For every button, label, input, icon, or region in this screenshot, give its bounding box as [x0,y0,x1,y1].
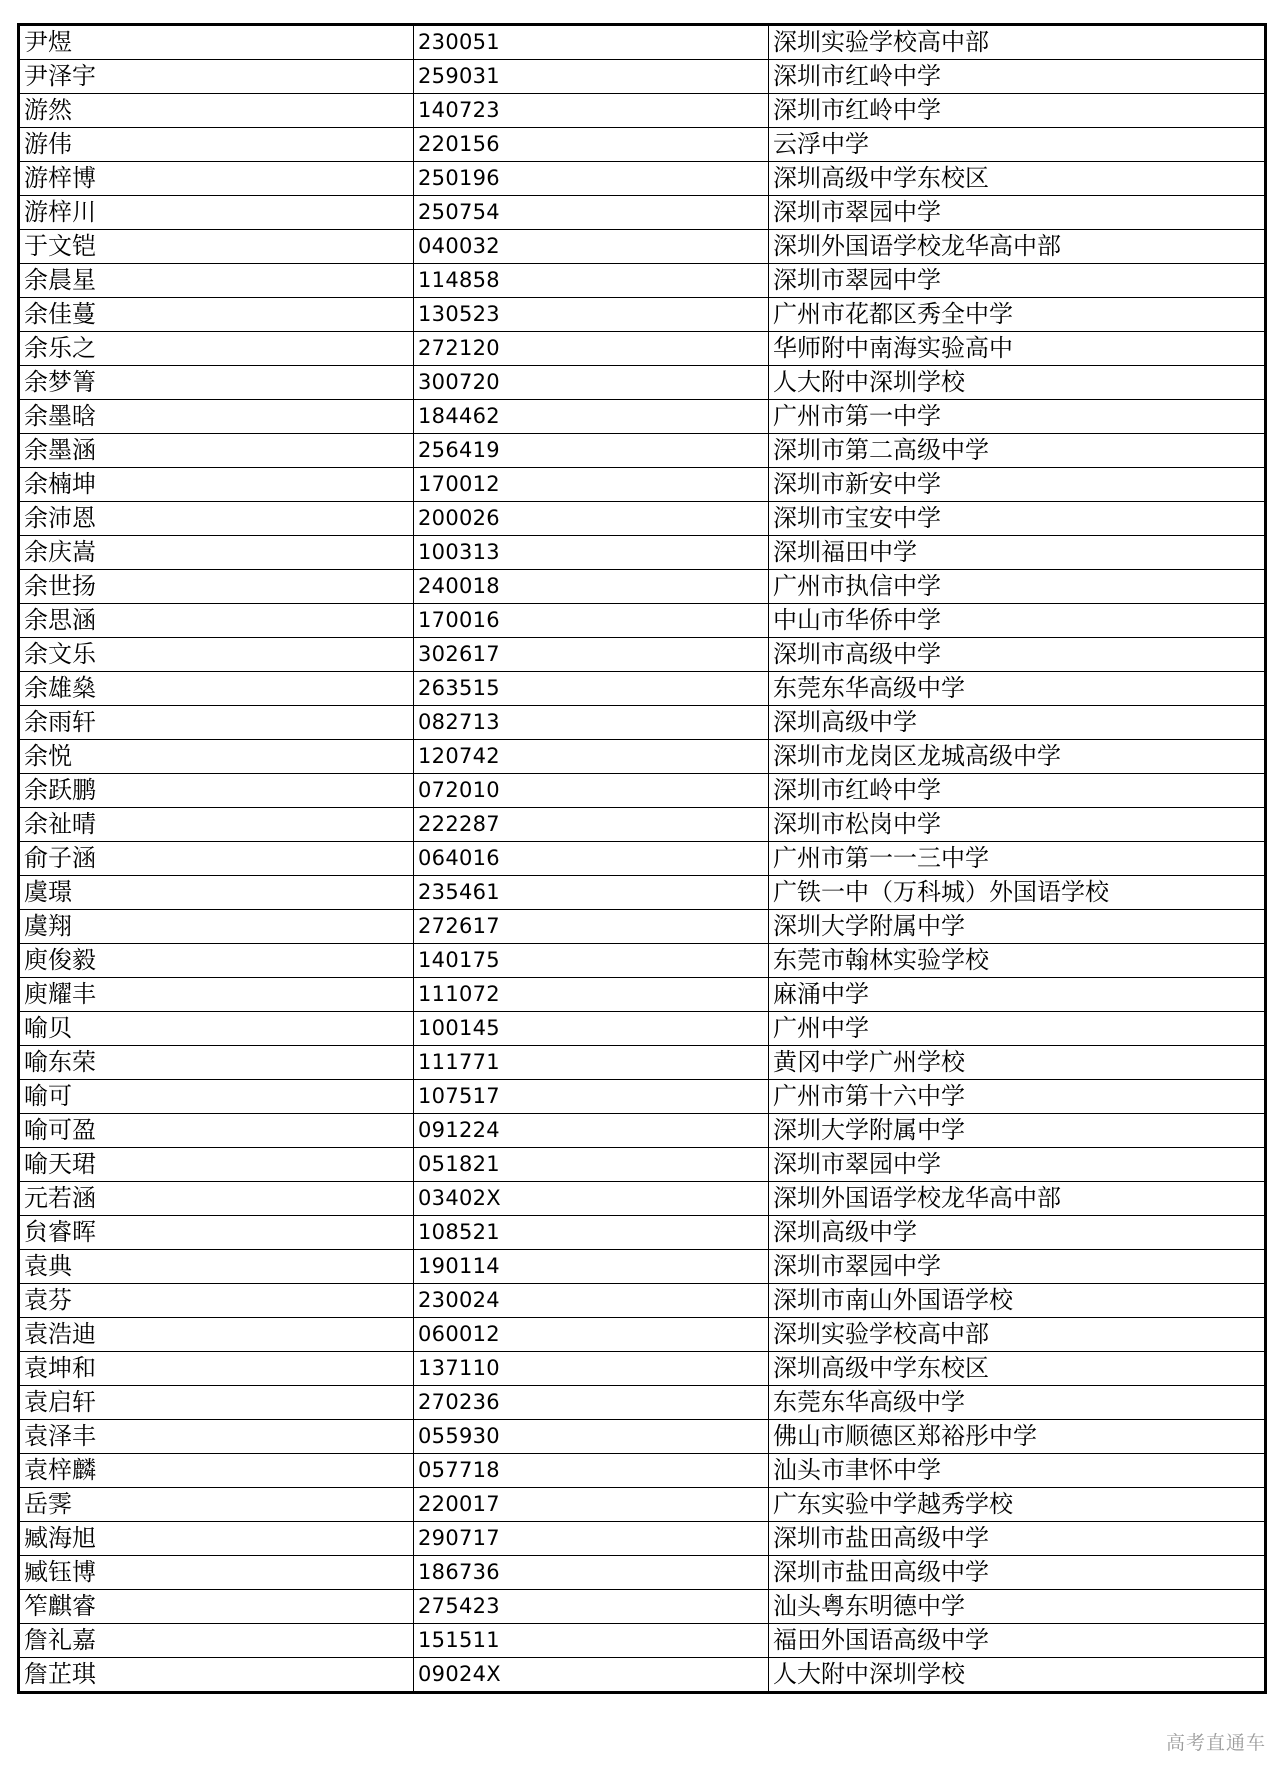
student-name-cell: 余梦箐 [19,366,414,400]
student-id-cell: 272120 [414,332,769,366]
school-name-cell: 广东实验中学越秀学校 [769,1488,1266,1522]
student-id-cell: 230024 [414,1284,769,1318]
school-name-cell: 深圳高级中学东校区 [769,1352,1266,1386]
watermark-text: 高考直通车 [1165,1732,1266,1754]
school-name-cell: 深圳市盐田高级中学 [769,1556,1266,1590]
table-row [19,502,1266,536]
school-name-cell: 黄冈中学广州学校 [769,1046,1266,1080]
student-name-cell: 余悦 [19,740,414,774]
student-name-cell: 余雨轩 [19,706,414,740]
table-row [19,1216,1266,1250]
student-id-cell: 09024X [414,1658,769,1693]
table-row [19,1386,1266,1420]
table-row [19,468,1266,502]
student-name-cell: 喻天珺 [19,1148,414,1182]
table-row [19,1046,1266,1080]
student-id-cell: 040032 [414,230,769,264]
student-id-cell: 184462 [414,400,769,434]
table-row [19,1182,1266,1216]
student-id-cell: 107517 [414,1080,769,1114]
school-name-cell: 麻涌中学 [769,978,1266,1012]
school-name-cell: 深圳市红岭中学 [769,60,1266,94]
table-row [19,230,1266,264]
student-name-cell: 尹泽宇 [19,60,414,94]
student-id-cell: 057718 [414,1454,769,1488]
student-id-cell: 060012 [414,1318,769,1352]
table-row [19,264,1266,298]
student-id-cell: 220156 [414,128,769,162]
school-name-cell: 深圳市红岭中学 [769,774,1266,808]
student-id-cell: 250196 [414,162,769,196]
table-row [19,570,1266,604]
table-row [19,774,1266,808]
student-id-cell: 072010 [414,774,769,808]
student-id-cell: 137110 [414,1352,769,1386]
student-id-cell: 091224 [414,1114,769,1148]
student-id-cell: 222287 [414,808,769,842]
student-id-cell: 250754 [414,196,769,230]
table-row [19,638,1266,672]
student-name-cell: 袁芬 [19,1284,414,1318]
student-id-cell: 114858 [414,264,769,298]
school-name-cell: 汕头市聿怀中学 [769,1454,1266,1488]
table-row [19,1488,1266,1522]
student-name-cell: 袁梓麟 [19,1454,414,1488]
school-name-cell: 深圳市新安中学 [769,468,1266,502]
student-id-cell: 235461 [414,876,769,910]
student-id-cell: 263515 [414,672,769,706]
table-row [19,366,1266,400]
student-id-cell: 055930 [414,1420,769,1454]
student-list-body [19,25,1266,1693]
student-name-cell: 庾俊毅 [19,944,414,978]
student-name-cell: 余佳蔓 [19,298,414,332]
school-name-cell: 深圳大学附属中学 [769,1114,1266,1148]
student-id-cell: 302617 [414,638,769,672]
student-id-cell: 100145 [414,1012,769,1046]
student-id-cell: 170012 [414,468,769,502]
table-row [19,196,1266,230]
student-name-cell: 虞翔 [19,910,414,944]
student-name-cell: 俞子涵 [19,842,414,876]
school-name-cell: 广铁一中（万科城）外国语学校 [769,876,1266,910]
student-name-cell: 余沛恩 [19,502,414,536]
student-id-cell: 064016 [414,842,769,876]
student-name-cell: 余乐之 [19,332,414,366]
school-name-cell: 东莞东华高级中学 [769,672,1266,706]
school-name-cell: 云浮中学 [769,128,1266,162]
student-name-cell: 尹煜 [19,25,414,60]
table-row [19,1284,1266,1318]
table-row [19,1420,1266,1454]
student-list-table [17,23,1267,1694]
table-row [19,876,1266,910]
school-name-cell: 深圳市翠园中学 [769,196,1266,230]
school-name-cell: 中山市华侨中学 [769,604,1266,638]
student-name-cell: 臧海旭 [19,1522,414,1556]
student-name-cell: 元若涵 [19,1182,414,1216]
student-id-cell: 100313 [414,536,769,570]
student-id-cell: 275423 [414,1590,769,1624]
student-id-cell: 290717 [414,1522,769,1556]
student-name-cell: 余墨涵 [19,434,414,468]
school-name-cell: 广州市第一中学 [769,400,1266,434]
student-name-cell: 笮麒睿 [19,1590,414,1624]
table-row [19,298,1266,332]
table-row [19,1148,1266,1182]
table-row [19,1012,1266,1046]
table-row [19,842,1266,876]
student-id-cell: 140175 [414,944,769,978]
table-row [19,1658,1266,1693]
student-id-cell: 190114 [414,1250,769,1284]
student-name-cell: 喻可 [19,1080,414,1114]
school-name-cell: 广州市第一一三中学 [769,842,1266,876]
student-name-cell: 贠睿晖 [19,1216,414,1250]
table-row [19,1318,1266,1352]
student-name-cell: 岳霁 [19,1488,414,1522]
table-row [19,128,1266,162]
table-row [19,60,1266,94]
table-row [19,94,1266,128]
student-id-cell: 256419 [414,434,769,468]
student-name-cell: 游梓博 [19,162,414,196]
student-name-cell: 余晨星 [19,264,414,298]
student-id-cell: 170016 [414,604,769,638]
student-name-cell: 袁启轩 [19,1386,414,1420]
student-name-cell: 游梓川 [19,196,414,230]
table-row [19,1624,1266,1658]
school-name-cell: 深圳市松岗中学 [769,808,1266,842]
student-name-cell: 于文铠 [19,230,414,264]
student-name-cell: 余墨晗 [19,400,414,434]
school-name-cell: 汕头粤东明德中学 [769,1590,1266,1624]
school-name-cell: 深圳高级中学 [769,1216,1266,1250]
school-name-cell: 广州市花都区秀全中学 [769,298,1266,332]
student-name-cell: 袁泽丰 [19,1420,414,1454]
table-row [19,536,1266,570]
student-id-cell: 120742 [414,740,769,774]
student-name-cell: 游然 [19,94,414,128]
student-id-cell: 270236 [414,1386,769,1420]
student-name-cell: 喻可盈 [19,1114,414,1148]
student-id-cell: 230051 [414,25,769,60]
table-row [19,944,1266,978]
school-name-cell: 人大附中深圳学校 [769,1658,1266,1693]
table-row [19,1590,1266,1624]
table-row [19,1250,1266,1284]
table-row [19,672,1266,706]
school-name-cell: 深圳市南山外国语学校 [769,1284,1266,1318]
student-id-cell: 111072 [414,978,769,1012]
school-name-cell: 东莞市翰林实验学校 [769,944,1266,978]
school-name-cell: 深圳市盐田高级中学 [769,1522,1266,1556]
student-name-cell: 詹礼嘉 [19,1624,414,1658]
student-id-cell: 140723 [414,94,769,128]
table-row [19,604,1266,638]
student-id-cell: 272617 [414,910,769,944]
school-name-cell: 深圳高级中学东校区 [769,162,1266,196]
student-name-cell: 余楠坤 [19,468,414,502]
student-name-cell: 虞璟 [19,876,414,910]
school-name-cell: 广州市执信中学 [769,570,1266,604]
school-name-cell: 深圳外国语学校龙华高中部 [769,1182,1266,1216]
school-name-cell: 深圳大学附属中学 [769,910,1266,944]
school-name-cell: 华师附中南海实验高中 [769,332,1266,366]
table-row [19,808,1266,842]
school-name-cell: 深圳市宝安中学 [769,502,1266,536]
student-name-cell: 余雄燊 [19,672,414,706]
student-id-cell: 259031 [414,60,769,94]
school-name-cell: 深圳外国语学校龙华高中部 [769,230,1266,264]
table-row [19,1522,1266,1556]
table-row [19,1114,1266,1148]
student-id-cell: 186736 [414,1556,769,1590]
student-id-cell: 03402X [414,1182,769,1216]
school-name-cell: 深圳福田中学 [769,536,1266,570]
student-id-cell: 240018 [414,570,769,604]
table-row [19,706,1266,740]
student-name-cell: 余祉晴 [19,808,414,842]
student-name-cell: 余跃鹏 [19,774,414,808]
school-name-cell: 东莞东华高级中学 [769,1386,1266,1420]
student-name-cell: 余庆嵩 [19,536,414,570]
student-id-cell: 130523 [414,298,769,332]
student-name-cell: 游伟 [19,128,414,162]
school-name-cell: 广州市第十六中学 [769,1080,1266,1114]
student-id-cell: 200026 [414,502,769,536]
school-name-cell: 深圳市高级中学 [769,638,1266,672]
table-row [19,162,1266,196]
table-row [19,332,1266,366]
student-name-cell: 袁浩迪 [19,1318,414,1352]
student-name-cell: 臧钰博 [19,1556,414,1590]
school-name-cell: 深圳市翠园中学 [769,1148,1266,1182]
student-id-cell: 108521 [414,1216,769,1250]
student-name-cell: 余思涵 [19,604,414,638]
table-row [19,1556,1266,1590]
student-name-cell: 余世扬 [19,570,414,604]
school-name-cell: 福田外国语高级中学 [769,1624,1266,1658]
table-row [19,1352,1266,1386]
table-row [19,910,1266,944]
student-id-cell: 111771 [414,1046,769,1080]
student-name-cell: 余文乐 [19,638,414,672]
student-name-cell: 詹芷琪 [19,1658,414,1693]
student-id-cell: 082713 [414,706,769,740]
student-id-cell: 300720 [414,366,769,400]
school-name-cell: 深圳高级中学 [769,706,1266,740]
school-name-cell: 深圳实验学校高中部 [769,1318,1266,1352]
table-row [19,25,1266,60]
school-name-cell: 深圳实验学校高中部 [769,25,1266,60]
student-name-cell: 袁典 [19,1250,414,1284]
table-row [19,434,1266,468]
table-row [19,978,1266,1012]
student-name-cell: 袁坤和 [19,1352,414,1386]
student-name-cell: 喻贝 [19,1012,414,1046]
school-name-cell: 深圳市翠园中学 [769,264,1266,298]
school-name-cell: 深圳市龙岗区龙城高级中学 [769,740,1266,774]
student-id-cell: 051821 [414,1148,769,1182]
student-id-cell: 220017 [414,1488,769,1522]
table-row [19,400,1266,434]
student-name-cell: 庾耀丰 [19,978,414,1012]
student-name-cell: 喻东荣 [19,1046,414,1080]
table-row [19,1454,1266,1488]
table-row [19,740,1266,774]
school-name-cell: 深圳市第二高级中学 [769,434,1266,468]
school-name-cell: 深圳市红岭中学 [769,94,1266,128]
table-row [19,1080,1266,1114]
school-name-cell: 深圳市翠园中学 [769,1250,1266,1284]
school-name-cell: 佛山市顺德区郑裕彤中学 [769,1420,1266,1454]
student-id-cell: 151511 [414,1624,769,1658]
school-name-cell: 广州中学 [769,1012,1266,1046]
school-name-cell: 人大附中深圳学校 [769,366,1266,400]
